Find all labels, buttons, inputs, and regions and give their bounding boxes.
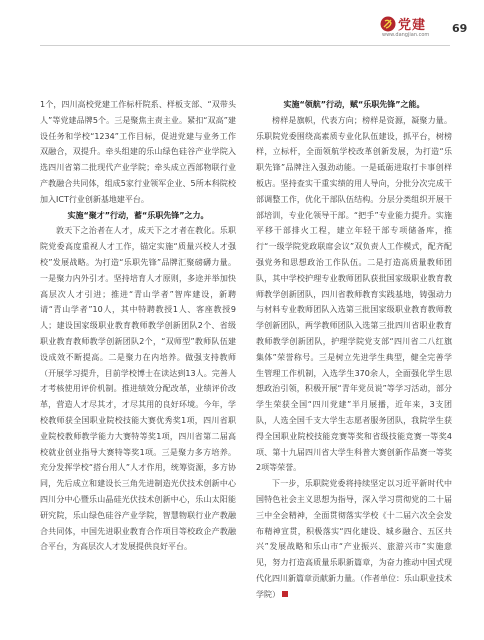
closing-paragraph-text: 下一步，乐职院党委将持续坚定以习近平新时代中国特色社会主义思想为指导，深入学习贯彻党的二十届三中全会精神，全面贯彻落实学校《十二届六次全会发布精神宣贯，积极落实“四化建设、城乡融合、五区共兴”发展战略和乐山市“产业振兴、旅游兴市”实施意见，努力打造高质量乐职新篇章，为奋力推动中国式现代化四川新篇章贡献新力量。（作者单位：乐山职业技术学院） [256,479,452,599]
section-heading: 实施“聚才”行动，蓄“乐职先锋”之力。 [67,210,209,220]
page-number: 69 [452,22,468,35]
article-right-column [256,97,452,603]
end-mark-icon [282,591,288,597]
magazine-logo [380,14,442,40]
paragraph [256,476,452,602]
paragraph: 1个，四川高校党建工作标杆院系、样板支部、“双带头人”等党建品牌5个。三是聚焦主责主业。紧扣“双高”建设任务和学校“1234”工作目标，促进党建与业务工作双融合，双提升。牵头组建的乐山绿色硅谷产业学院入选四川省第二批现代产业学院；牵头成立西部物联行业产教融合共同体，组成5家行业领军企业、5所本科院校加入ICT行业创新基地建平台。 [40,100,236,204]
party-emblem-icon [380,16,396,32]
paragraph: 榜样是旗帜，代表方向；榜样是资源，凝聚力量。乐职院党委围绕高素质专业化队伍建设，抓平台，树榜样，立标杆，全面领航学校改革创新发展，为打造“乐职先锋”品牌注入强劲动能。一是砥砺进取打卡事创样板店。坚持查实干重实绩的用人导向，分批分次完成干部调整工作，优化干部队伍结构。分层分类组织开展干部培训，专业化领导干部。“把手”专业能力提升。实施平移干部排火工程，建立年轻干部专项储备库，推行“一级学院党政联席会议”双负责人工作模式，配齐配强党务和思想政治工作队伍。二是打造高质量教师团队，其中学校护理专业教师团队获批国家级职业教育教师教学创新团队，四川省教师教育实践基地，铸强动力与材料专业教师团队入选第三批国家级职业教育教师教学创新团队，两学教师团队入选第三批四川省职业教育教师教学创新团队，护理学院党支部“四川省二八红旗集体”荣誉称号。三是树立先进学生典型，健全完善学生管理工作机制，入选学生370余人，全面强化学生思想政治引领，积极开展“青年党员说”等学习活动，部分学生荣获全国“四川党建”半月展播，近年来，3支团队，人选全国千支大学生志愿者服务团队，我院学生获得全国职业院校技能竞赛等奖和省级技能竞赛一等奖4项、第十九届四川省大学生科普大赛创新作品赛一等奖2项等荣誉。 [256,115,452,473]
magazine-url: www.dangjian.com [382,32,430,38]
article-left-column [40,97,236,555]
section-heading: 实施“领航”行动，赋“乐职先锋”之能。 [283,100,425,109]
paragraph: 敦天下之治者在人才，成天下之才者在教化。乐职院党委高度重视人才工作，锚定实施“质量兴校人才强校”发展战略。为打造“乐职先锋”品牌汇聚磅礴力量。一是聚力内外引才。坚持培育人才原则，多途并举加快高层次人才引进；推进“青山学者”智库建设，新聘请“青山学者”10人，其中特聘教授1人、客座教授9人；建设国家级职业教育教师教学创新团队2个、省级职业教育教师教学创新团队2个，“双师型”教师队伍建设成效不断提高。二是聚力在内培养。做强支持教师（开展学习提升，目前学校博士在读达到13人。完善人才考核使用评价机制。推进绩效分配改革，业绩评价改革，营造人才尽其才，才尽其用的良好环境。今年，学校教师获全国职业院校技能大赛优秀奖1项，四川省职业院校教师教学能力大赛特等奖1项，四川省第二届高校就业创业指导大赛特等奖1项。三是聚力多方培养。充分发挥学校“搭台用人”人才作用，统筹资源，多方协同，先后成立和建设长三角先进制造光伏技术创新中心四川分中心暨乐山晶硅光伏技术创新中心，乐山太阳能研究院，乐山绿色硅谷产业学院，智慧物联行业产教融合共同体，中国先进职业教育合作项目等校政企产教融合平台，为高层次人才发展提供良好平台。 [40,226,236,552]
magazine-title: 党建 [398,18,427,33]
header-divider [40,45,450,46]
